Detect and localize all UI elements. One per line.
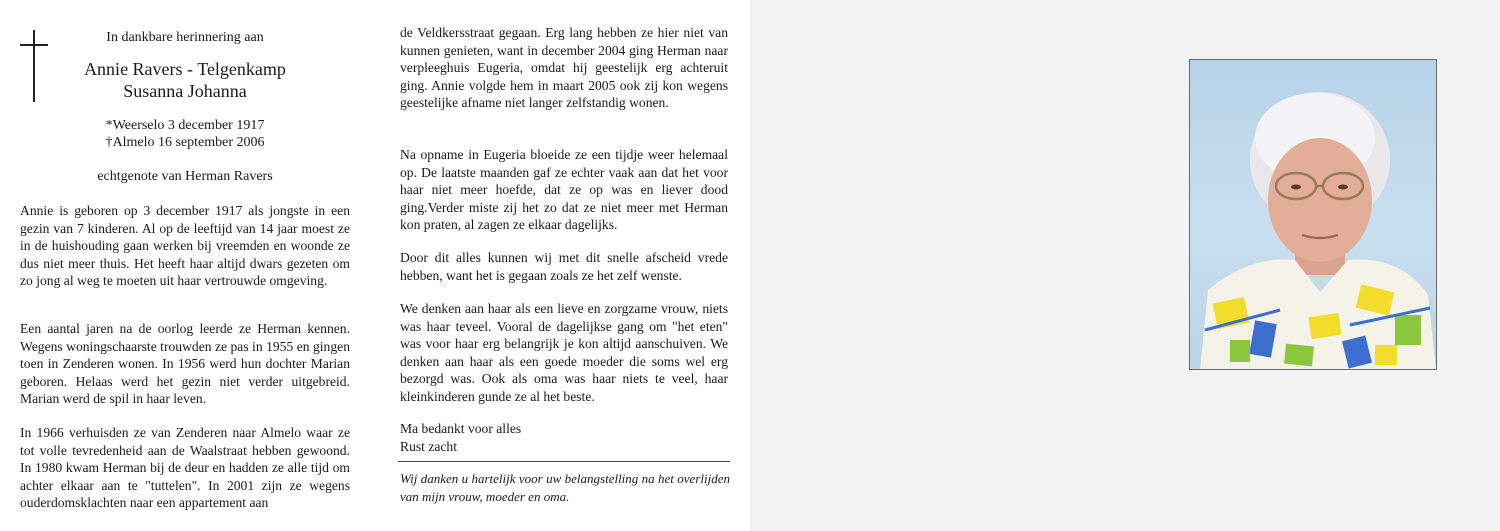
name-line-2: Susanna Johanna xyxy=(123,81,247,101)
biography-paragraph: Een aantal jaren na de oorlog leerde ze Herman kennen. Wegens woningschaarste trouwden ze pas in 1955 en gingen toen in Zenderen wonen. In 1956 werd hun dochter Marian geboren. Helaas werd het gezin niet verder uitgebreid. Marian werd de spil in haar leven. xyxy=(20,321,350,407)
divider-line xyxy=(398,461,730,462)
biography-paragraph: We denken aan haar als een lieve en zorgzame vrouw, niets was haar teveel. Vooral de dagelijkse gang om "het eten" was voor haar erg belangrijk je kon altijd aanschuiven. We denken aan haar als een goede moeder die soms wel erg bezorgd was. Ook als oma was haar niets te veel, haar kleinkinderen gunde ze al het beste. xyxy=(400,301,728,404)
deceased-name xyxy=(40,58,330,102)
closing-line-1: Ma bedankt voor alles xyxy=(400,421,522,436)
life-dates xyxy=(60,117,310,151)
death-date: †Almelo 16 september 2006 xyxy=(105,135,265,150)
biography-paragraph: de Veldkersstraat gegaan. Erg lang hebben ze hier niet van kunnen genieten, want in december 2004 ging Herman naar verpleeghuis Eugeria, omdat hij geestelijk erg achteruit ging. Annie volgde hem in maart 2005 ook zij kon wegens geestelijke afname niet langer zelfstandig wonen. xyxy=(400,25,728,111)
spouse-line: echtgenote van Herman Ravers xyxy=(97,169,273,184)
portrait-illustration xyxy=(1190,60,1436,369)
name-line-1: Annie Ravers - Telgenkamp xyxy=(84,59,286,79)
biography-paragraph: In 1966 verhuisden ze van Zenderen naar Almelo waar ze tot volle tevredenheid aan de Waalstraat hebben gewoond. In 1980 kwam Herman bij de deur en hadden ze alle tijd om achter elkaar aan te "tuttelen". In 2001 zijn ze wegens ouderdomsklachten naar een appartement aan xyxy=(20,425,350,511)
closing-words xyxy=(400,420,521,455)
intro-text: In dankbare herinnering aan xyxy=(106,30,264,45)
closing-line-2: Rust zacht xyxy=(400,438,458,454)
biography-paragraph: Door dit alles kunnen wij met dit snelle afscheid vrede hebben, want het is gegaan zoals ze het zelf wenste. xyxy=(400,250,728,283)
biography-paragraph: Na opname in Eugeria bloeide ze een tijdje weer helemaal op. De laatste maanden gaf ze echter vaak aan dat het voor haar niet meer hoefde, dat ze op was en liever dood ging.Verder miste zij het zo dat ze niet meer met Herman kon praten, al zagen ze elkaar dagelijks. xyxy=(400,147,728,233)
biography-paragraph: Annie is geboren op 3 december 1917 als jongste in een gezin van 7 kinderen. Al op de leeftijd van 14 jaar moest ze in de huishouding gaan werken bij vreemden en woonde ze dus niet meer thuis. Het heeft haar altijd dwars gezeten om zo jong al weg te moeten uit haar vertrouwde omgeving. xyxy=(20,203,350,289)
portrait-photo xyxy=(1189,59,1437,370)
thank-you-note: Wij danken u hartelijk voor uw belangstelling na het overlijden van mijn vrouw, moeder en oma. xyxy=(400,471,730,504)
birth-date: *Weerselo 3 december 1917 xyxy=(105,118,265,133)
